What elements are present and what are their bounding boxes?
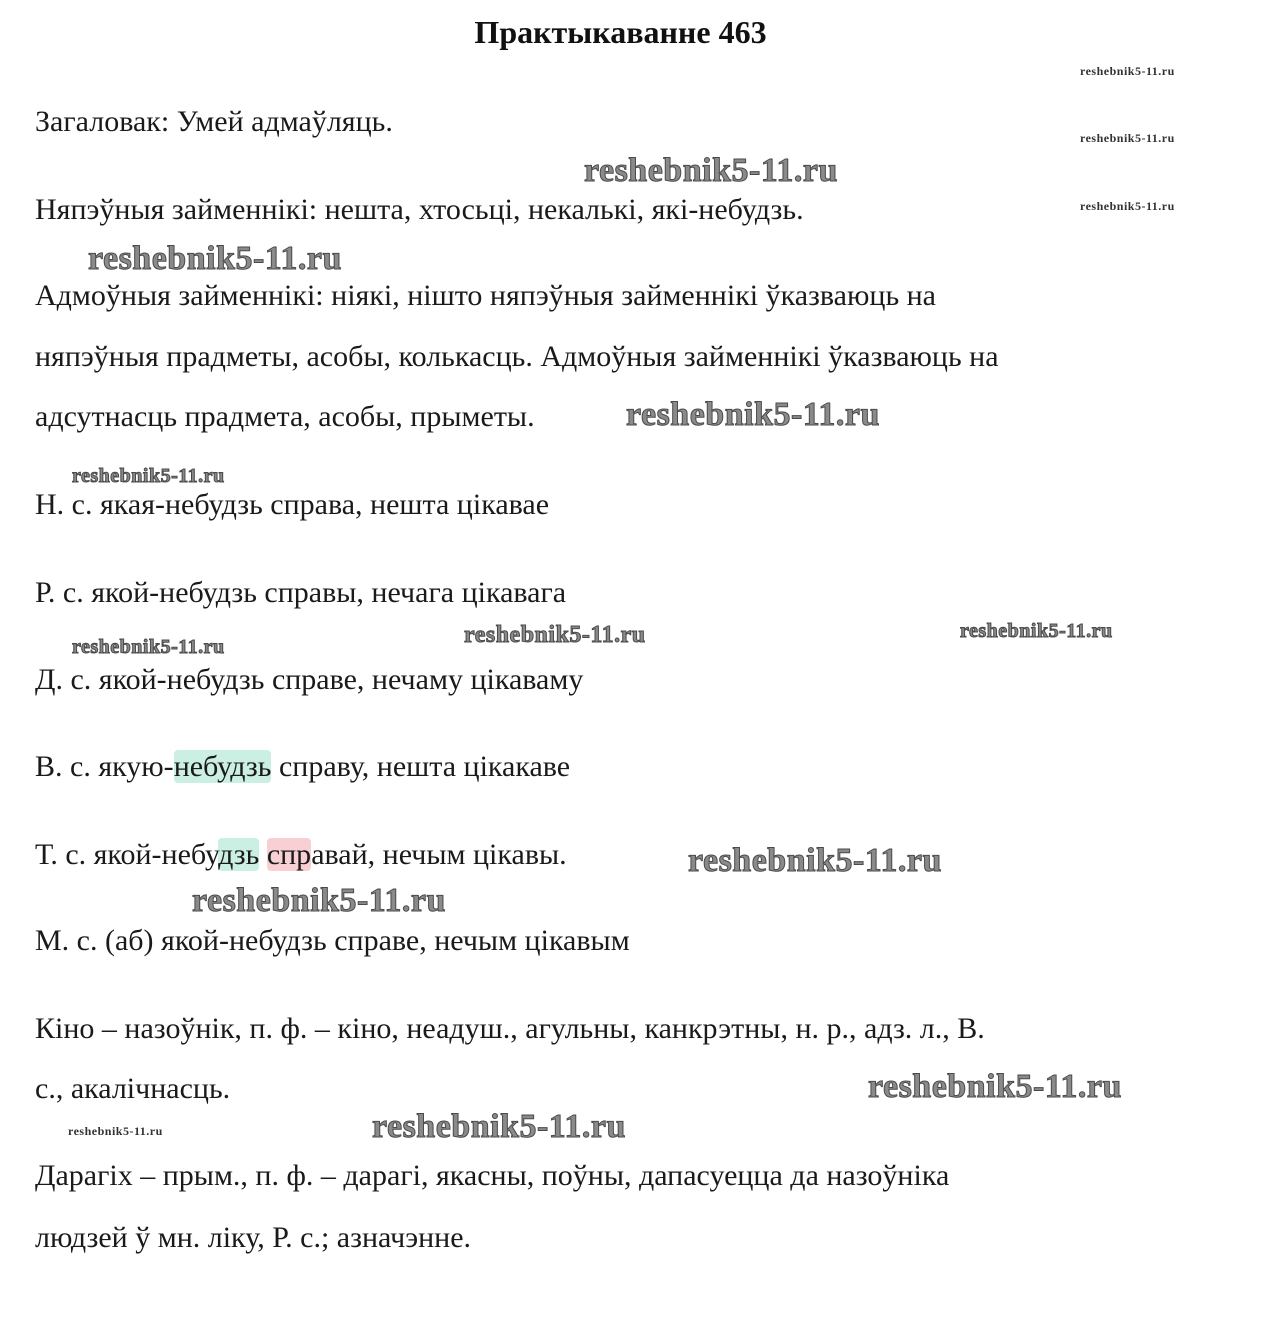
text-segment: авай, нечым цікавы. (311, 838, 567, 871)
text-line (35, 837, 567, 873)
text-segment: справу, нешта цікакаве (271, 750, 571, 783)
text-line: Р. с. якой-небудзь справы, нечага цікавага (35, 576, 567, 609)
text-line: с., акалічнасць. (35, 1072, 231, 1105)
highlight-red: спр (266, 838, 312, 871)
text-line: няпэўныя прадметы, асобы, колькасць. Адмоўныя займеннікі ўказваюць на (35, 340, 999, 373)
watermark: reshebnik5-11.ru (868, 1068, 1122, 1105)
watermark: reshebnik5-11.ru (960, 620, 1113, 642)
watermark: reshebnik5-11.ru (688, 842, 942, 879)
text-segment: Т. с. якой-небу (35, 838, 219, 871)
text-line: адсутнасць прадмета, асобы, прыметы. (35, 400, 535, 433)
watermark: reshebnik5-11.ru (1080, 199, 1175, 213)
watermark: reshebnik5-11.ru (464, 622, 646, 648)
watermark: reshebnik5-11.ru (1080, 64, 1175, 78)
text-line: Д. с. якой-небудзь справе, нечаму цікаваму (35, 663, 584, 696)
text-line: Няпэўныя займеннікі: нешта, хтосьці, некалькі, які-небудзь. (35, 193, 804, 226)
watermark: reshebnik5-11.ru (584, 152, 838, 189)
text-line: Загаловак: Умей адмаўляць. (35, 105, 393, 138)
text-line: Кіно – назоўнік, п. ф. – кіно, неадуш., агульны, канкрэтны, н. р., адз. л., В. (35, 1012, 985, 1045)
watermark: reshebnik5-11.ru (72, 465, 225, 487)
text-line: Адмоўныя займеннікі: ніякі, нішто няпэўныя займеннікі ўказваюць на (35, 279, 936, 312)
highlight-green: небудзь (173, 750, 272, 783)
watermark: reshebnik5-11.ru (626, 396, 880, 433)
text-segment (259, 838, 267, 871)
watermark: reshebnik5-11.ru (192, 882, 446, 919)
watermark: reshebnik5-11.ru (1080, 131, 1175, 145)
text-line (35, 749, 570, 785)
text-line: М. с. (аб) якой-небудзь справе, нечым цікавым (35, 924, 630, 957)
watermark: reshebnik5-11.ru (72, 636, 225, 658)
watermark: reshebnik5-11.ru (88, 240, 342, 277)
watermark: reshebnik5-11.ru (372, 1108, 626, 1145)
highlight-green: дзь (218, 838, 260, 871)
text-line: Н. с. якая-небудзь справа, нешта цікавае (35, 488, 550, 521)
text-line: людзей ў мн. ліку, Р. с.; азначэнне. (35, 1221, 472, 1254)
page-title: Практыкаванне 463 (474, 14, 767, 50)
text-line: Дарагіх – прым., п. ф. – дарагі, якасны, поўны, дапасуецца да назоўніка (35, 1159, 950, 1192)
text-segment: В. с. якую- (35, 750, 174, 783)
watermark: reshebnik5-11.ru (68, 1124, 163, 1138)
